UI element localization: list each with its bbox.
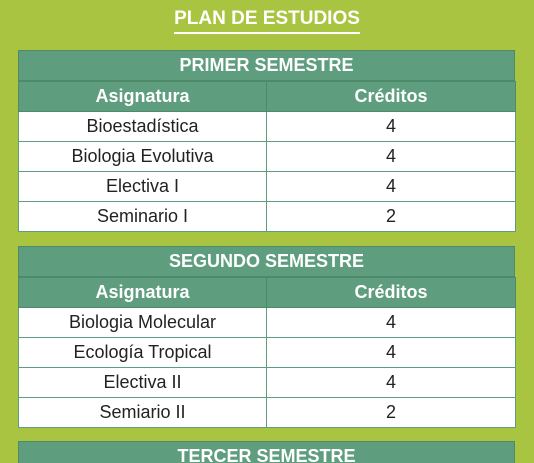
subject-cell: Seminario I: [19, 202, 267, 232]
table-row: [19, 112, 516, 142]
table-header-row: [19, 278, 516, 308]
semester-table-1: [18, 50, 515, 232]
table-row: [19, 338, 516, 368]
table-row: [19, 202, 516, 232]
table-row: [19, 308, 516, 338]
subject-cell: Biologia Molecular: [19, 308, 267, 338]
subject-cell: Bioestadística: [19, 112, 267, 142]
credits-column-header: Créditos: [267, 82, 516, 112]
table-row: [19, 172, 516, 202]
semester-header: SEGUNDO SEMESTRE: [18, 246, 515, 277]
page-title-wrap: [0, 8, 534, 34]
table-row: [19, 368, 516, 398]
semester-table-3: [18, 441, 515, 463]
course-table: [18, 81, 516, 232]
subject-cell: Ecología Tropical: [19, 338, 267, 368]
subject-column-header: Asignatura: [19, 82, 267, 112]
semester-header: TERCER SEMESTRE: [18, 441, 515, 463]
table-row: [19, 398, 516, 428]
subject-cell: Semiario II: [19, 398, 267, 428]
credits-column-header: Créditos: [267, 278, 516, 308]
subject-column-header: Asignatura: [19, 278, 267, 308]
subject-cell: Biologia Evolutiva: [19, 142, 267, 172]
credits-cell: 2: [267, 202, 516, 232]
semester-header: PRIMER SEMESTRE: [18, 50, 515, 81]
credits-cell: 4: [267, 172, 516, 202]
credits-cell: 2: [267, 398, 516, 428]
semester-table-2: [18, 246, 515, 428]
credits-cell: 4: [267, 338, 516, 368]
credits-cell: 4: [267, 368, 516, 398]
course-table: [18, 277, 516, 428]
subject-cell: Electiva I: [19, 172, 267, 202]
page-title: PLAN DE ESTUDIOS: [174, 8, 360, 34]
credits-cell: 4: [267, 142, 516, 172]
table-header-row: [19, 82, 516, 112]
subject-cell: Electiva II: [19, 368, 267, 398]
credits-cell: 4: [267, 308, 516, 338]
table-row: [19, 142, 516, 172]
credits-cell: 4: [267, 112, 516, 142]
